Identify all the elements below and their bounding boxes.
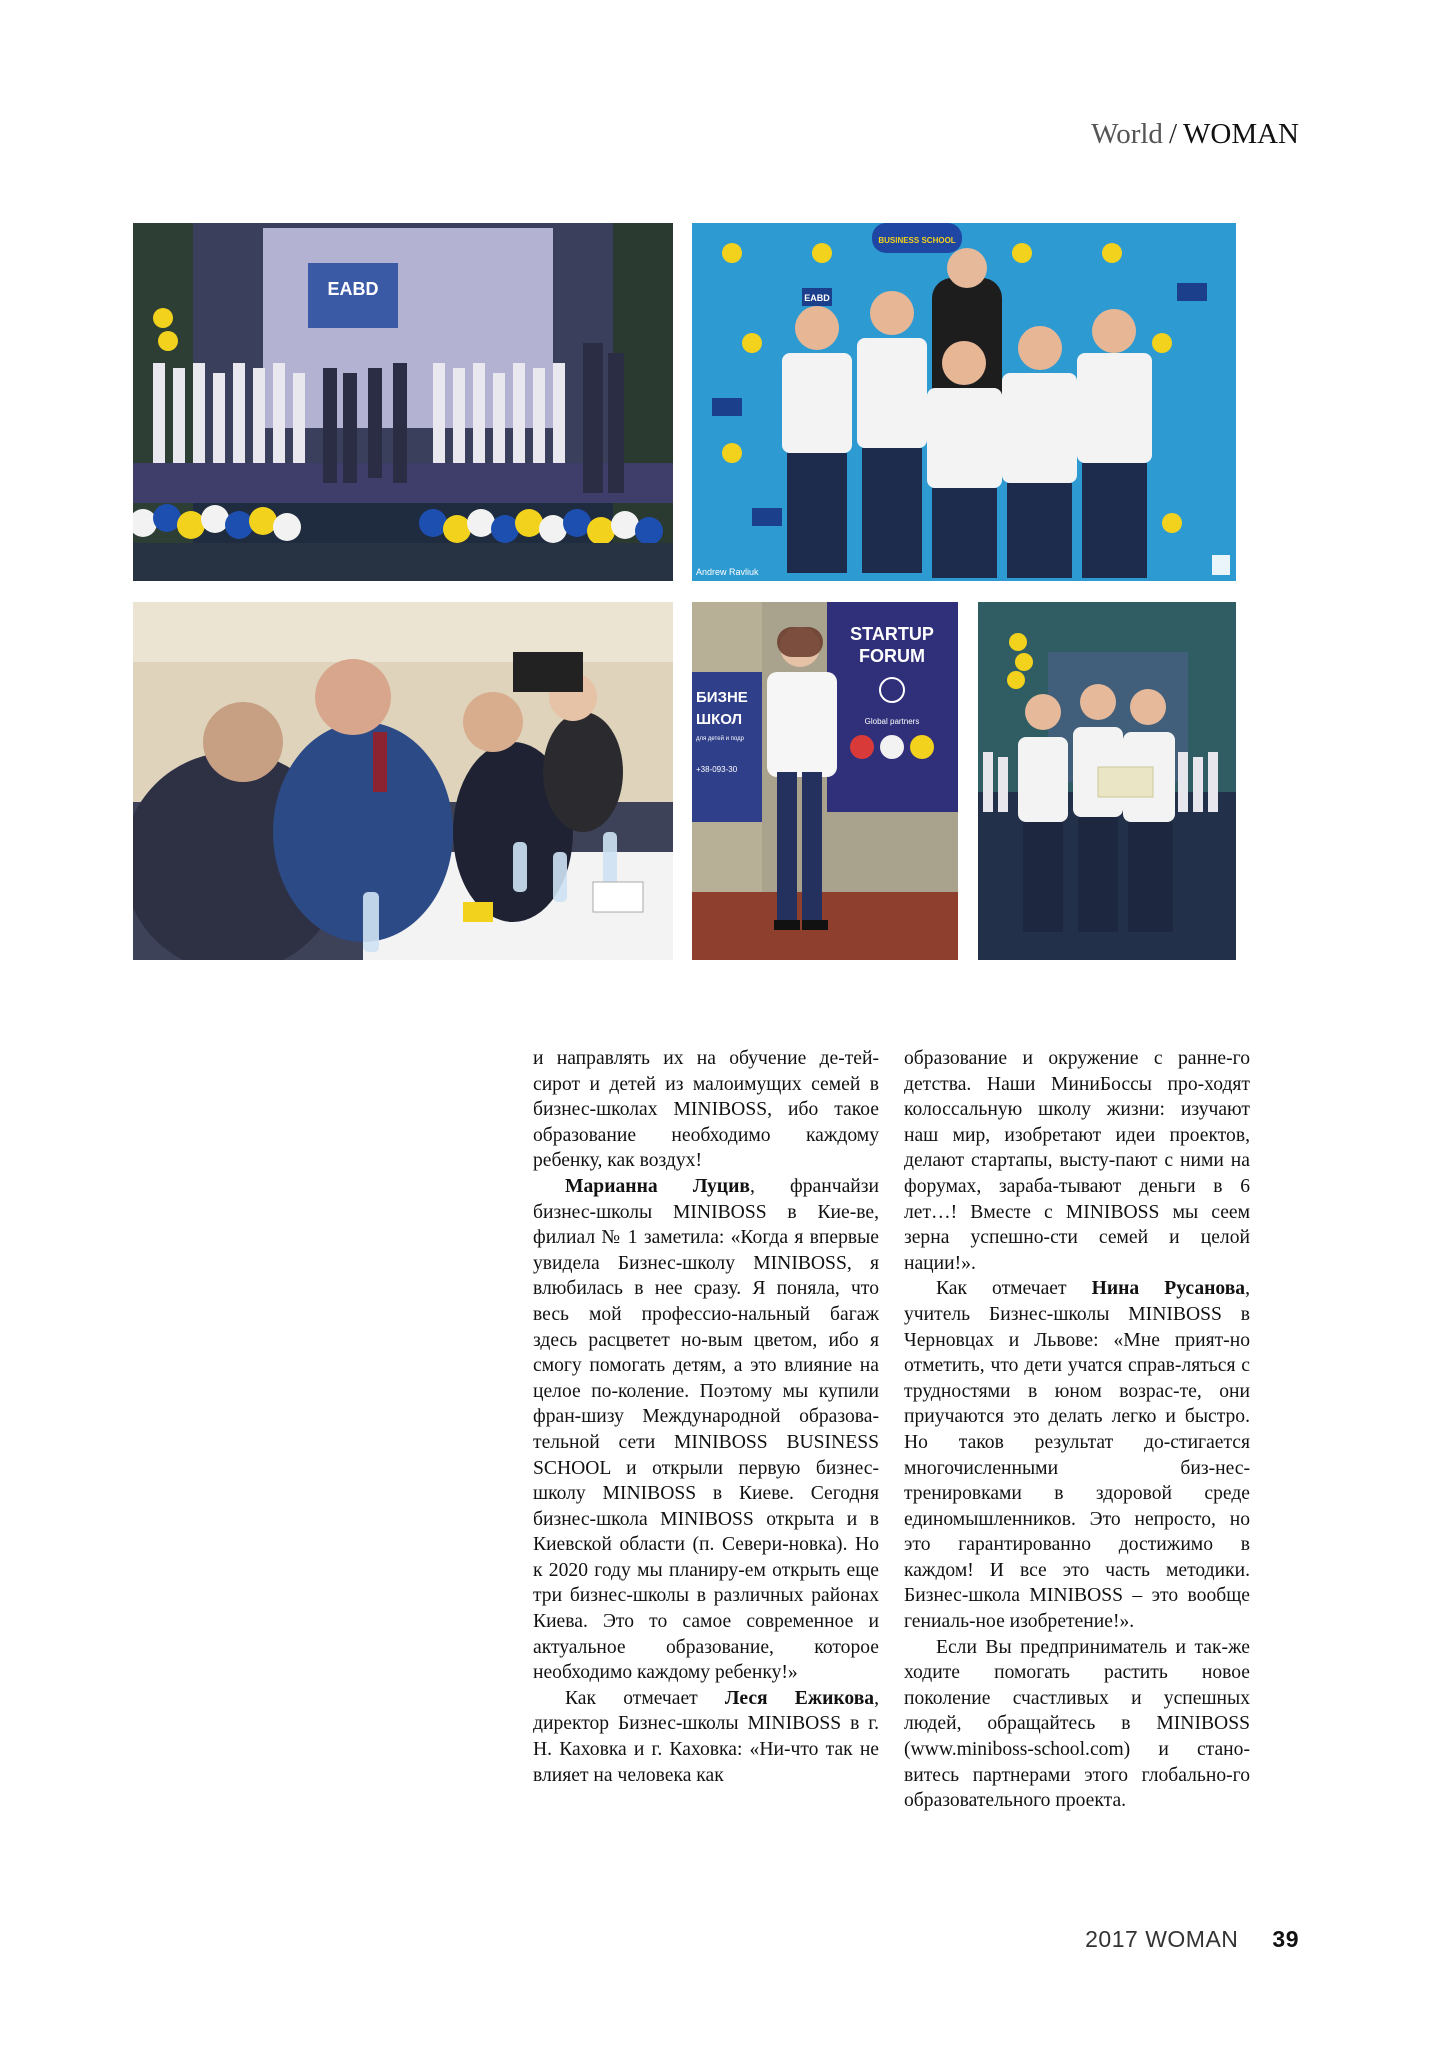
article-column-2: [904, 1046, 1250, 1814]
photo-award: [978, 602, 1236, 960]
speaker-partners-text: Global partners: [864, 717, 920, 726]
section-header: [1091, 118, 1299, 151]
photo-stage: [133, 223, 673, 581]
speaker-forum-line1: STARTUP: [850, 624, 934, 644]
jury-photo-icon: [133, 602, 673, 960]
photo-jury: [133, 602, 673, 960]
speaker-side-small: для детей и подр: [696, 736, 744, 742]
speaker-side-line2: ШКОЛ: [696, 711, 743, 728]
speaker-forum-line2: FORUM: [859, 646, 925, 666]
speaker-photo-icon: [692, 602, 958, 960]
stage-photo-icon: [133, 223, 673, 581]
col2-paragraph-3: Если Вы предприниматель и так-же ходите помогать растить новое поколение счастливых и успешных людей, обращайтесь в MINIBOSS (www.miniboss-school.com) и стано-витесь партнерами этого глобально-го образовательного проекта.: [904, 1636, 1250, 1812]
photo-speaker: [692, 602, 958, 960]
page-footer: [1085, 1926, 1299, 1953]
kids-logo-text: EABD: [804, 293, 830, 303]
kids-photo-icon: [692, 223, 1236, 581]
speaker-phone-text: +38-093-30: [696, 765, 738, 774]
speaker-name-ezhikova: Леся Ежикова: [724, 1687, 875, 1709]
photo-kids: [692, 223, 1236, 581]
col2-paragraph-1: образование и окружение с ранне-го детства. Наши МиниБоссы про-ходят колоссальную школу жизни: изучают наш мир, изобретают идеи проектов, делают стартапы, высту-пают с ними на форумах, зараба-тывают деньги в 6 лет…! Вместе с MINIBOSS мы сеем зерна успешно-сти семей и целой нации!».: [904, 1048, 1250, 1274]
col2-paragraph-2: Как отмечает Нина Русанова, учитель Бизнес-школы MINIBOSS в Черновцах и Львове: «Мне прият-но отметить, что дети учатся справ-ляться с трудностями в юном возрас-те, они приучаются это делать легко и быстро. Но таков результат до-стигается многочисленными биз-нес-тренировками в здоровой среде единомышленников. Это непросто, но это гарантированно достижимо в каждом! И все это часть методики. Бизнес-школа MINIBOSS – это вообще гениаль-ное изобретение!».: [904, 1278, 1251, 1633]
stage-banner-text: EABD: [327, 279, 379, 299]
section-label: World: [1091, 118, 1163, 150]
award-photo-icon: [978, 602, 1236, 960]
magazine-label: WOMAN: [1183, 118, 1299, 150]
speaker-name-lutsiv: Марианна Луцив: [565, 1175, 750, 1197]
col1-paragraph-2: Марианна Луцив, франчайзи бизнес-школы MINIBOSS в Кие-ве, филиал № 1 заметила: «Когда я впервые увидела Бизнес-школу MINIBOSS, я влюбилась в нее сразу. Я поняла, что весь мой профессио-нальный багаж здесь расцветет но-вым цветом, ибо я смогу помогать детям, а это влияние на целое по-коление. Поэтому мы купили фран-шизу Международной образова-тельной сети MINIBOSS BUSINESS SCHOOL и открыли первую бизнес-школу MINIBOSS в Киеве. Сегодня бизнес-школа MINIBOSS открыта и в Киевской области (п. Севери-новка). Но к 2020 году мы планиру-ем открыть еще три бизнес-школы в различных районах Киева. Это то самое современное и актуальное образование, которое необходимо каждому ребенку!»: [533, 1175, 879, 1684]
footer-issue: 2017 WOMAN: [1085, 1926, 1239, 1952]
kids-banner-text: BUSINESS SCHOOL: [878, 236, 956, 245]
kids-photo-credit: Andrew Ravliuk: [696, 567, 759, 577]
speaker-name-rusanova: Нина Русанова: [1091, 1278, 1246, 1300]
article-column-1: [533, 1046, 879, 1788]
col1-paragraph-1: и направлять их на обучение де-тей-сирот и детей из малоимущих семей в бизнес-школах MINIBOSS, ибо такое образование необходимо каждому ребенку, как воздух!: [533, 1048, 879, 1172]
speaker-side-line1: БИЗНЕ: [696, 689, 748, 706]
header-separator: /: [1168, 118, 1177, 150]
page-number: 39: [1272, 1926, 1299, 1952]
col1-paragraph-3: Как отмечает Леся Ежикова, директор Бизнес-школы MINIBOSS в г. Н. Каховка и г. Каховка: «Ни-что так не влияет на человека как: [533, 1687, 879, 1786]
